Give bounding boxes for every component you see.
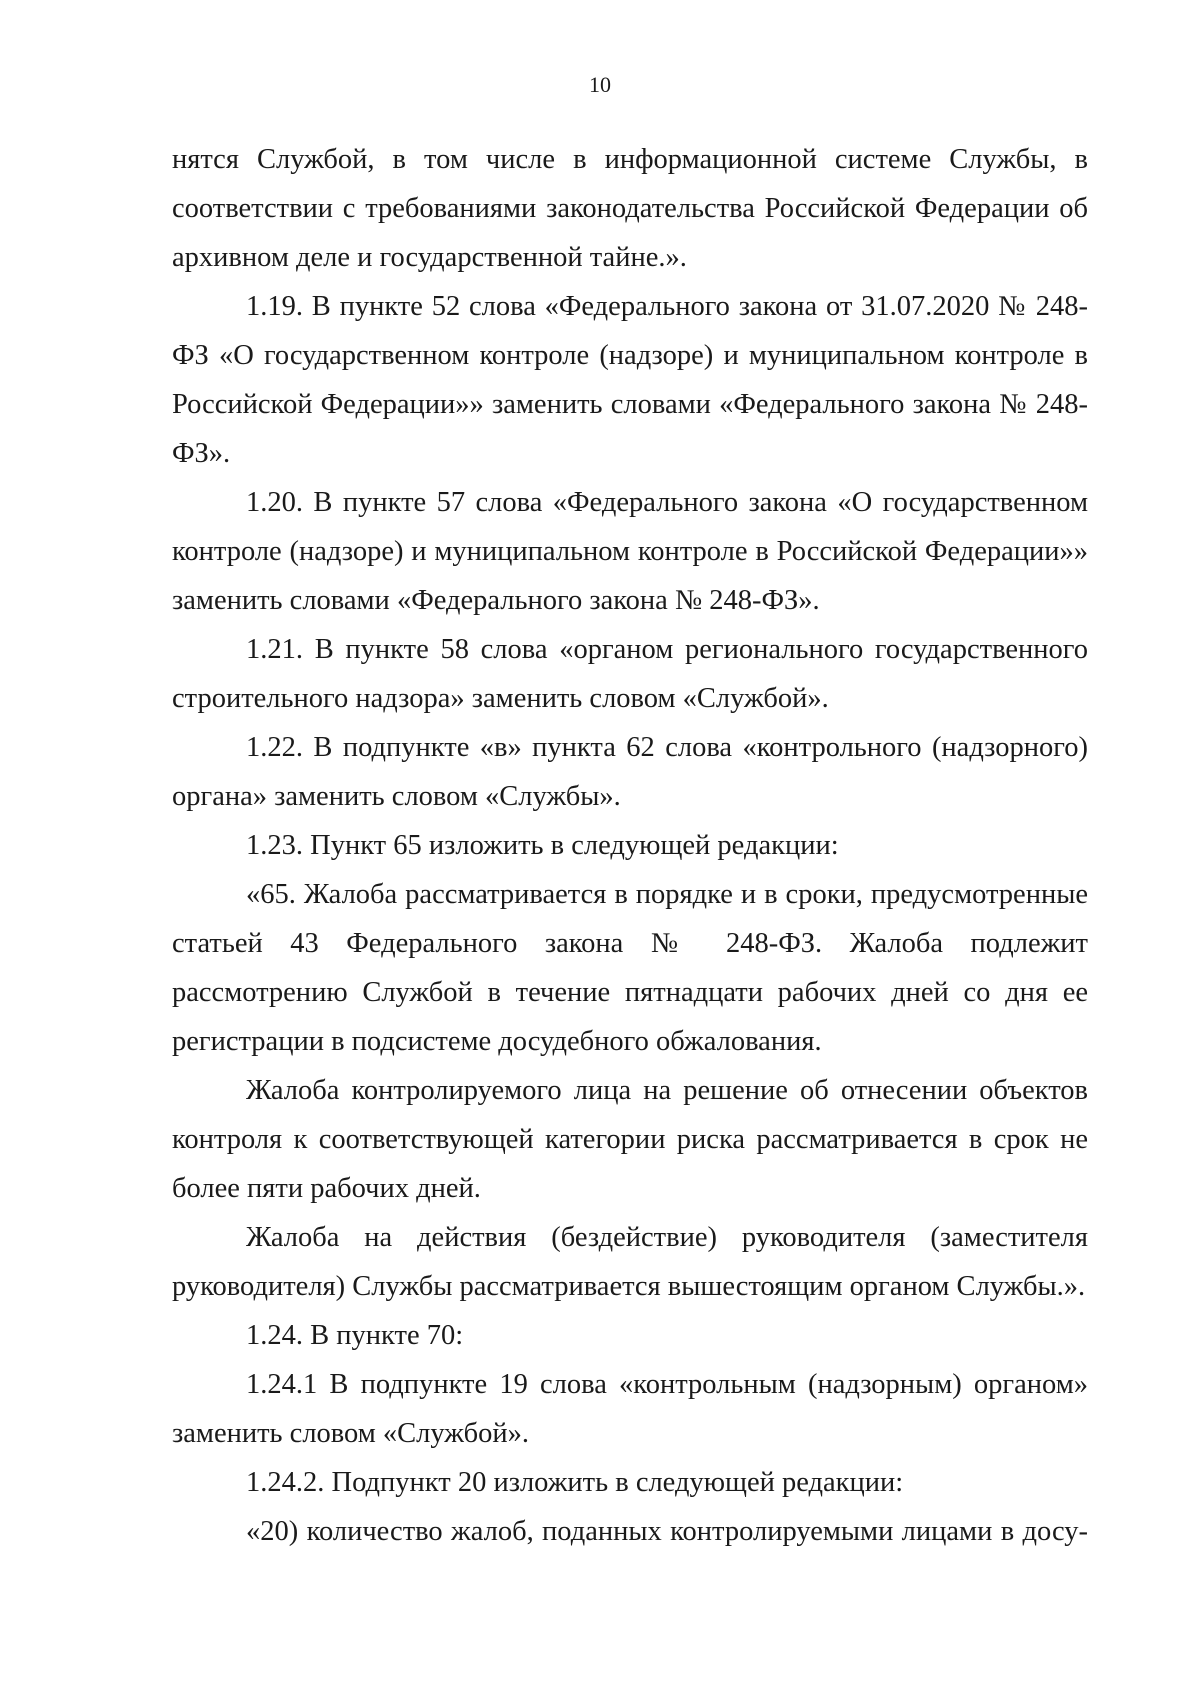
document-body [172, 135, 1088, 1556]
paragraph-continuation: нятся Службой, в том числе в информационной системе Службы, в соответствии с требованиями законодательства Российской Федерации об архивном деле и государственной тайне.». [172, 144, 1088, 273]
paragraph-1-24: 1.24. В пункте 70: [246, 1320, 464, 1351]
paragraph-complaint-head: Жалоба на действия (бездействие) руководителя (заместителя руководителя) Службы рассматривается вышестоящим органом Службы.». [172, 1222, 1088, 1302]
paragraph-1-21: 1.21. В пункте 58 слова «органом регионального государственного строительного надзора» заменить словом «Службой». [172, 634, 1088, 714]
paragraph-1-19: 1.19. В пункте 52 слова «Федерального закона от 31.07.2020 № 248-ФЗ «О государственном контроле (надзоре) и муниципальном контроле в Российской Федерации»» заменить словами «Федерального закона № 248-ФЗ». [172, 291, 1088, 469]
paragraph-1-22: 1.22. В подпункте «в» пункта 62 слова «контрольного (надзорного) органа» заменить словом «Службы». [172, 732, 1088, 812]
paragraph-65-quote: «65. Жалоба рассматривается в порядке и в сроки, предусмотренные статьей 43 Федерального закона № 248-ФЗ. Жалоба подлежит рассмотрению Службой в течение пятнадцати рабочих дней со дня ее регистрации в подсистеме досудебного обжалования. [172, 879, 1088, 1057]
paragraph-1-24-2: 1.24.2. Подпункт 20 изложить в следующей редакции: [246, 1467, 904, 1498]
paragraph-complaint-risk: Жалоба контролируемого лица на решение об отнесении объектов контроля к соответствующей категории риска рассматривается в срок не более пяти рабочих дней. [172, 1075, 1088, 1204]
paragraph-1-24-1: 1.24.1 В подпункте 19 слова «контрольным (надзорным) органом» заменить словом «Службой». [172, 1369, 1088, 1449]
paragraph-20-quote: «20) количество жалоб, поданных контролируемыми лицами в досу- [246, 1516, 1088, 1547]
page-number: 10 [589, 72, 611, 97]
paragraph-1-23: 1.23. Пункт 65 изложить в следующей редакции: [246, 830, 839, 861]
paragraph-1-20: 1.20. В пункте 57 слова «Федерального закона «О государственном контроле (надзоре) и муниципальном контроле в Российской Федерации»» заменить словами «Федерального закона № 248-ФЗ». [172, 487, 1088, 616]
